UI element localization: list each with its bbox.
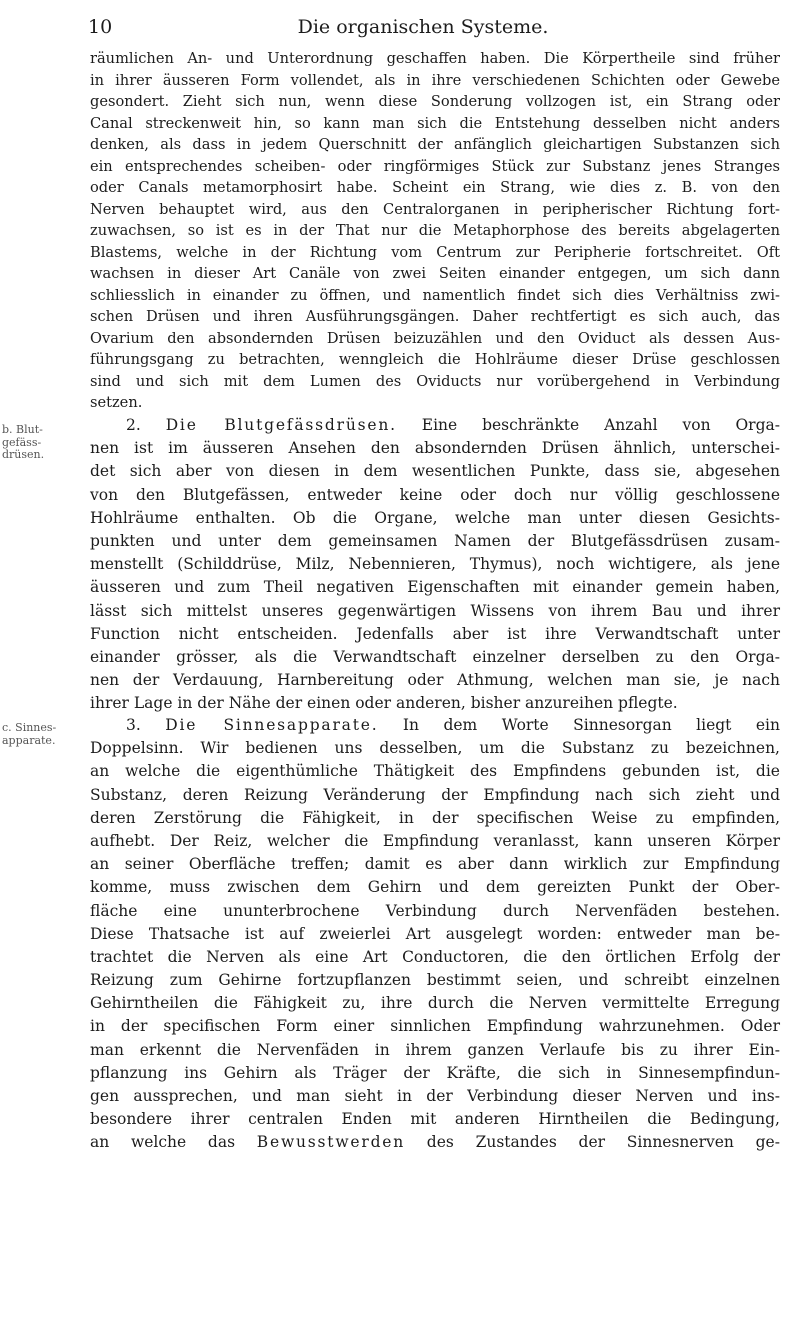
text-line: komme, muss zwischen dem Gehirn und dem gereizten Punkt der Ober- [90, 878, 780, 897]
intro-paragraph [90, 48, 780, 414]
margin-note-line: b. Blut- [2, 423, 43, 436]
text-line: gesondert. Zieht sich nun, wenn diese Sonderung vollzogen ist, ein Strang oder [90, 93, 780, 110]
text-line: zuwachsen, so ist es in der That nur die Metaphorphose des bereits abgelagerten [90, 222, 780, 239]
text-line: schen Drüsen und ihren Ausführungsgängen. Daher rechtfertigt es sich auch, das [90, 308, 780, 325]
margin-note-line: gefäss- [2, 435, 42, 449]
section-number: 2. [126, 416, 141, 434]
margin-note-sinnesapparate [2, 722, 77, 747]
text-line: pflanzung ins Gehirn als Träger der Kräfte, die sich in Sinnesempfindun- [90, 1063, 780, 1082]
text-line: Nerven behauptet wird, aus den Centralorganen in peripherischer Richtung fort- [90, 200, 780, 218]
text-line: lässt sich mittelst unseres gegenwärtigen Wissens von ihrem Bau und ihrer [90, 601, 780, 620]
text-line: Canal streckenweit hin, so kann man sich die Entstehung desselben nicht anders [90, 114, 780, 132]
text-line: Function nicht entscheiden. Jedenfalls aber ist ihre Verwandtschaft unter [90, 624, 780, 643]
section-heading-line [90, 414, 780, 437]
text-line: in der specifischen Form einer sinnlichen Empfindung wahrzunehmen. Oder [90, 1017, 780, 1036]
text-line: fläche eine ununterbrochene Verbindung durch Nervenfäden bestehen. [90, 901, 780, 920]
text-line: an seiner Oberfläche treffen; damit es aber dann wirklich zur Empfindung [90, 855, 780, 874]
text-line: Reizung zum Gehirne fortzupflanzen bestimmt seien, und schreibt einzelnen [90, 971, 780, 990]
text-line: Doppelsinn. Wir bedienen uns desselben, um die Substanz zu bezeichnen, [90, 739, 780, 758]
text-line: an welche die eigenthümliche Thätigkeit des Empfindens gebunden ist, die [90, 762, 780, 781]
section-number: 3. [126, 716, 141, 734]
page-header [78, 8, 768, 42]
section-sinnesapparate [90, 714, 780, 1155]
text-line: einander grösser, als die Verwandtschaft einzelner derselben zu den Orga- [90, 647, 780, 666]
section-heading: Die Sinnesapparate. [165, 716, 379, 734]
text-line: aufhebt. Der Reiz, welcher die Empfindung veranlasst, kann unseren Körper [90, 831, 780, 850]
margin-note-line: apparate. [2, 733, 56, 747]
text-line: äusseren und zum Theil negativen Eigenschaften mit einander gemein haben, [90, 578, 780, 597]
text-line: gen aussprechen, und man sieht in der Verbindung dieser Nerven und ins- [90, 1087, 780, 1105]
section-body [90, 737, 780, 1131]
margin-note-line: drüsen. [2, 448, 45, 461]
page-number: 10 [88, 16, 113, 38]
text-line: nen der Verdauung, Harnbereitung oder Athmung, welchen man sie, je nach [90, 671, 780, 690]
margin-note-blutgefaessdruesen [2, 424, 77, 462]
text-line: ein entsprechendes scheiben- oder ringförmiges Stück zur Substanz jenes Stranges [90, 157, 780, 175]
text-line: Blastems, welche in der Richtung vom Centrum zur Peripherie fortschreitet. Oft [90, 243, 780, 261]
text-line: Hohlräume enthalten. Ob die Organe, welche man unter diesen Gesichts- [90, 508, 780, 527]
text-line: Gehirntheilen die Fähigkeit zu, ihre durch die Nerven vermittelte Erregung [90, 994, 780, 1013]
text-line: führungsgang zu betrachten, wenngleich die Hohlräume dieser Drüse geschlossen [90, 351, 780, 368]
text-line: Ovarium den absondernden Drüsen beizuzählen und den Oviduct als dessen Aus- [90, 329, 780, 347]
text-fragment: an welche das [90, 1133, 236, 1152]
running-title: Die organischen Systeme. [297, 16, 549, 38]
text-line: nen ist im äusseren Ansehen den absondernden Drüsen ähnlich, unterschei- [90, 439, 780, 458]
text-line: Substanz, deren Reizung Veränderung der Empfindung nach sich zieht und [90, 785, 780, 804]
text-line: oder Canals metamorphosirt habe. Scheint ein Strang, wie dies z. B. von den [90, 179, 780, 196]
spaced-term: Bewusstwerden [256, 1133, 406, 1152]
section-first-line-text: Eine beschränkte Anzahl von Orga- [421, 416, 780, 434]
section-first-line-text: In dem Worte Sinnesorgan liegt ein [402, 716, 780, 734]
text-line: von den Blutgefässen, entweder keine oder doch nur völlig geschlossene [90, 485, 780, 504]
text-fragment: des Zustandes der Sinnesnerven ge- [426, 1133, 780, 1152]
text-line: setzen. [90, 394, 143, 411]
section-heading: Die Blutgefässdrüsen. [165, 416, 397, 434]
text-line: punkten und unter dem gemeinsamen Namen der Blutgefässdrüsen zusam- [90, 531, 780, 550]
text-line: räumlichen An- und Unterordnung geschaffen haben. Die Körpertheile sind früher [90, 50, 780, 67]
text-line: wachsen in dieser Art Canäle von zwei Seiten einander entgegen, um sich dann [90, 265, 780, 282]
text-line: Diese Thatsache ist auf zweierlei Art ausgelegt worden: entweder man be- [90, 924, 780, 943]
text-line: trachtet die Nerven als eine Art Conductoren, die den örtlichen Erfolg der [90, 947, 780, 966]
text-line [90, 1131, 780, 1154]
section-blutgefaessdruesen [90, 414, 780, 715]
section-heading-line [90, 714, 780, 737]
text-line: sind und sich mit dem Lumen des Oviducts nur vorübergehend in Verbindung [90, 372, 780, 390]
text-line: ihrer Lage in der Nähe der einen oder anderen, bisher anzureihen pflegte. [90, 694, 678, 713]
section-body [90, 437, 780, 715]
text-line: det sich aber von diesen in dem wesentlichen Punkte, dass sie, abgesehen [90, 462, 780, 481]
text-line: schliesslich in einander zu öffnen, und namentlich findet sich dies Verhältniss zwi- [90, 286, 780, 304]
text-line: man erkennt die Nervenfäden in ihrem ganzen Verlaufe bis zu ihrer Ein- [90, 1040, 780, 1059]
text-line: besondere ihrer centralen Enden mit anderen Hirntheilen die Bedingung, [90, 1110, 780, 1129]
text-line: denken, als dass in jedem Querschnitt der anfänglich gleichartigen Substanzen sich [90, 136, 780, 153]
text-line: menstellt (Schilddrüse, Milz, Nebennieren, Thymus), noch wichtigere, als jene [90, 555, 780, 574]
text-line: in ihrer äusseren Form vollendet, als in ihre verschiedenen Schichten oder Gewebe [90, 71, 780, 89]
text-line: deren Zerstörung die Fähigkeit, in der specifischen Weise zu empfinden, [90, 808, 780, 827]
margin-note-line: c. Sinnes- [2, 721, 57, 734]
